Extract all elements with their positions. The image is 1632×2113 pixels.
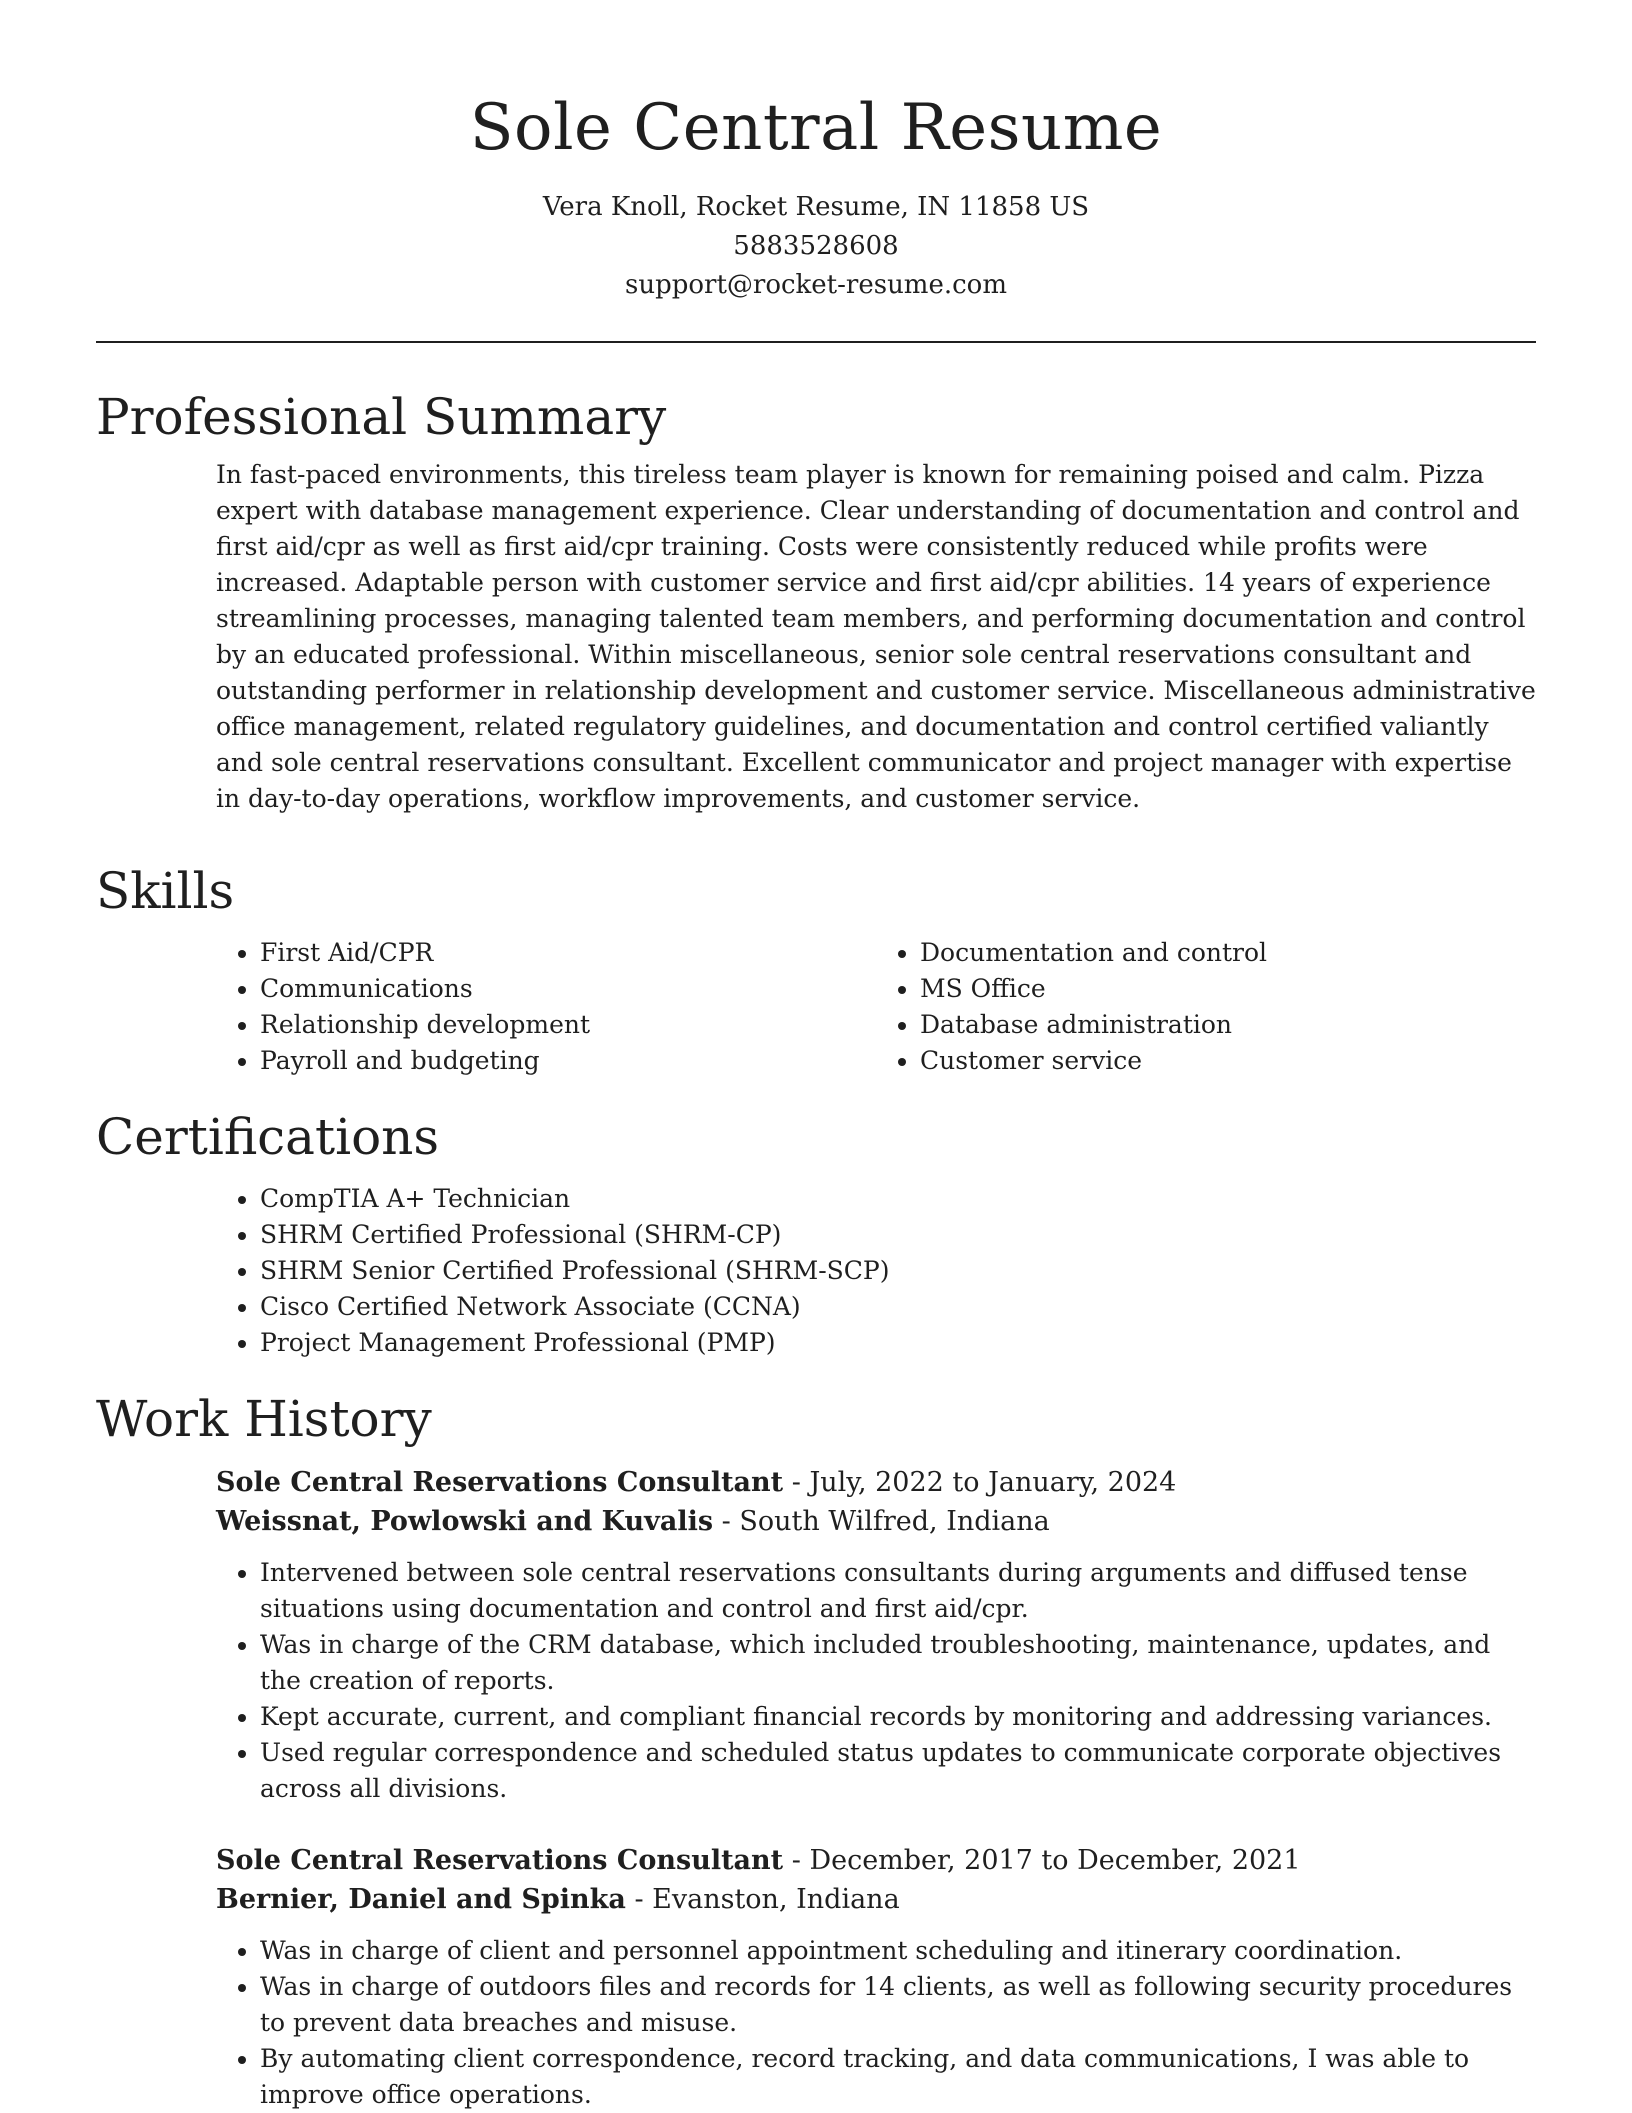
job-entry	[216, 1463, 1536, 1807]
skill-item: • Communications	[260, 971, 876, 1007]
header-divider	[96, 341, 1536, 343]
skill-item: • Customer service	[920, 1043, 1536, 1079]
resume-title: Sole Central Resume	[469, 91, 1163, 165]
job-location: - Evanston, Indiana	[625, 1884, 900, 1915]
certification-item: • SHRM Certified Professional (SHRM-CP)	[260, 1217, 1536, 1253]
skills-list-left	[216, 935, 876, 1079]
job-bullet: • Was in charge of outdoors files and records for 14 clients, as well as following security procedures to prevent data breaches and misuse.	[260, 1969, 1536, 2041]
job-company-line	[216, 1502, 1536, 1541]
summary-heading: Professional Summary	[96, 388, 667, 446]
job-location: - South Wilfred, Indiana	[713, 1506, 1050, 1537]
certification-item: • Cisco Certified Network Associate (CCNA)	[260, 1289, 1536, 1325]
resume-page	[96, 0, 1536, 2113]
job-bullet: • By automating client correspondence, record tracking, and data communications, I was able to improve office operations.	[260, 2041, 1536, 2113]
summary-text: In fast-paced environments, this tireless team player is known for remaining poised and calm. Pizza expert with database management experience. Clear understanding of documentation and control and first aid/cpr as well as first aid/cpr training. Costs were consistently reduced while profits were increased. Adaptable person with customer service and first aid/cpr abilities. 14 years of experience streamlining processes, managing talented team members, and performing documentation and control by an educated professional. Within miscellaneous, senior sole central reservations consultant and outstanding performer in relationship development and customer service. Miscellaneous administrative office management, related regulatory guidelines, and documentation and control certified valiantly and sole central reservations consultant. Excellent communicator and project manager with expertise in day-to-day operations, workflow improvements, and customer service.	[216, 460, 1536, 813]
job-bullets	[216, 1933, 1536, 2113]
skills-list-right	[876, 935, 1536, 1079]
job-dates: - July, 2022 to January, 2024	[783, 1467, 1177, 1498]
skill-item: • Documentation and control	[920, 935, 1536, 971]
job-title-line	[216, 1463, 1536, 1502]
contact-block	[96, 188, 1536, 305]
job-bullet: • Kept accurate, current, and compliant financial records by monitoring and addressing variances.	[260, 1699, 1536, 1735]
job-bullet: • Intervened between sole central reservations consultants during arguments and diffused tense situations using documentation and control and first aid/cpr.	[260, 1555, 1536, 1627]
skill-item: • Payroll and budgeting	[260, 1043, 876, 1079]
skill-item: • MS Office	[920, 971, 1536, 1007]
skills-grid	[216, 935, 1536, 1079]
certifications-list	[216, 1181, 1536, 1361]
skill-item: • Relationship development	[260, 1007, 876, 1043]
job-role: Sole Central Reservations Consultant	[216, 1467, 784, 1498]
job-bullets	[216, 1555, 1536, 1807]
contact-phone: 5883528608	[733, 231, 899, 261]
certifications-body	[216, 1181, 1536, 1361]
job-entry	[216, 1841, 1536, 2113]
job-company: Weissnat, Powlowski and Kuvalis	[216, 1506, 714, 1537]
job-company: Bernier, Daniel and Spinka	[216, 1884, 626, 1915]
contact-email: support@rocket-resume.com	[624, 270, 1007, 300]
job-role: Sole Central Reservations Consultant	[216, 1845, 784, 1876]
skills-heading: Skills	[96, 862, 235, 920]
certifications-heading: Certifications	[96, 1108, 440, 1166]
certification-item: • SHRM Senior Certified Professional (SHRM-SCP)	[260, 1253, 1536, 1289]
skill-item: • First Aid/CPR	[260, 935, 876, 971]
certification-item: • Project Management Professional (PMP)	[260, 1325, 1536, 1361]
job-company-line	[216, 1880, 1536, 1919]
work-history-body	[216, 1463, 1536, 2113]
job-bullet: • Was in charge of client and personnel appointment scheduling and itinerary coordination.	[260, 1933, 1536, 1969]
skill-item: • Database administration	[920, 1007, 1536, 1043]
job-title-line	[216, 1841, 1536, 1880]
job-bullet: • Was in charge of the CRM database, which included troubleshooting, maintenance, updates, and the creation of reports.	[260, 1627, 1536, 1699]
job-dates: - December, 2017 to December, 2021	[783, 1845, 1301, 1876]
work-history-heading: Work History	[96, 1390, 432, 1448]
certification-item: • CompTIA A+ Technician	[260, 1181, 1536, 1217]
job-bullet: • Used regular correspondence and scheduled status updates to communicate corporate objectives across all divisions.	[260, 1735, 1536, 1807]
contact-address: Vera Knoll, Rocket Resume, IN 11858 US	[542, 192, 1090, 222]
